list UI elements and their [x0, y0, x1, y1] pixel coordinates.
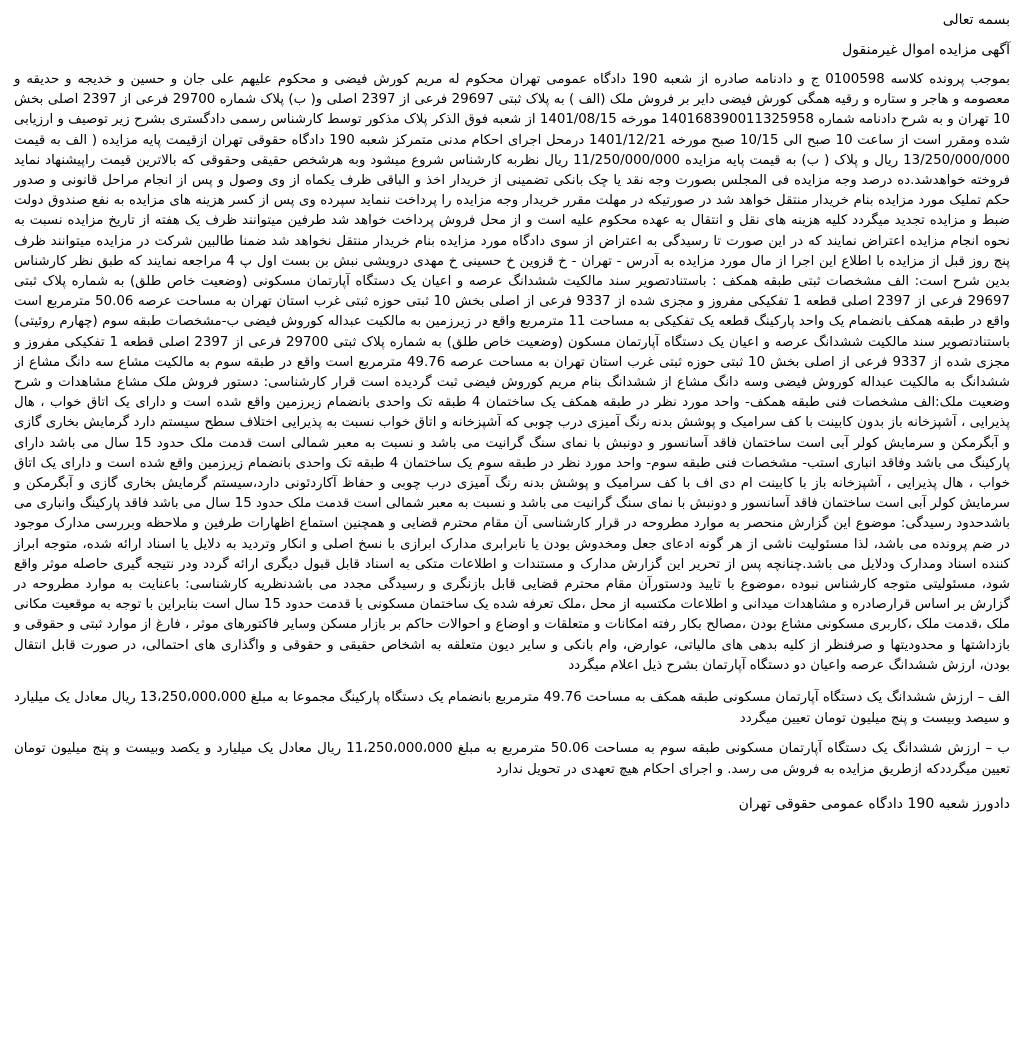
valuation-item-b: ب – ارزش ششدانگ یک دستگاه آپارتمان مسکونی طبقه سوم به مساحت 50.06 مترمربع به مبلغ 11،250،000،000 ریال معادل یک میلیارد و یکصد وبیست و پنج میلیون تومان تعیین میگرددکه ازطریق مزایده به فروش می رسد. و اجرای احکام هیچ تعهدی در تحویل ندارد [14, 741, 1010, 777]
valuation-item-a: الف – ارزش ششدانگ یک دستگاه آپارتمان مسکونی طبقه همکف به مساحت 49.76 مترمربع بانضمام یک دستگاه پارکینگ مجموعا به مبلغ 13،250،000،000 ریال معادل یک میلیارد و سیصد وبیست و پنج میلیون تومان تعیین میگردد [14, 690, 1011, 726]
signature-line: دادورز شعبه 190 دادگاه عمومی حقوقی تهران [738, 796, 1010, 813]
notice-body-paragraph: بموجب پرونده کلاسه 0100598 ج و دادنامه صادره از شعبه 190 دادگاه عمومی تهران محکوم له مریم کورش فیضی و محکوم علیهم علی جان و حسین و خدیجه و حدیقه و معصومه و هاجر و ستاره و رقیه همگی کورش فیضی دایر بر فروش ملک (الف ) به پلاک ثبتی 29697 فرعی از 2397 اصلی و( ب) پلاک شماره 29700 فرعی از 2397 اصلی بخش 10 تهران و به شرح دادنامه شماره 140168390011325958 مورخه 1401/08/15 از شعبه فوق الذکر پلاک مذکور توسط کارشناس رسمی دادگستری بشرح زیر توصیف و ارزیابی شده ومقرر است از ساعت 10 صبح الی 10/15 صبح مورخه 1401/12/21 درمحل اجرای احکام مدنی متمرکز شعبه 190 دادگاه حقوقی تهران ازقیمت پایه مزایده ( الف به قیمت 13/250/000/000 ریال و پلاک ( ب) به قیمت پایه مزایده 11/250/000/000 ریال نظربه کارشناس شروع میشود وبه هرشخص حقیقی وحقوقی که بالاترین قیمت راپیشنهاد نماید فروخته خواهدشد.ده درصد وجه مزایده فی المجلس بصورت وجه نقد یا چک بانکی تضمینی از خریدار اخذ و الباقی ظرف یکماه از وی وصول و پس از انجام مراحل قانونی و صدور حکم تملیک مورد مزایده بنام خریدار منتقل خواهد شد در صورتیکه در مهلت مقرر خریدار وجه مزایده را پرداخت ننماید سپرده وی پس از کسر هزینه های مزایده به نفع صندوق دولت ضبط و مزایده تجدید میگردد کلیه هزینه های نقل و انتقال به عهده محکوم علیه است و از محل فروش پرداخت خواهد شد طرفین میتوانند ظرف یک هفته از تاریخ مزایده نسبت به نحوه انجام مزایده اعتراض نمایند که در این صورت تا رسیدگی به اعتراض از سوی دادگاه مورد مزایده بنام خریدار منتقل نخواهد شد ضمنا طالبین شرکت در مزایده میتوانند ظرف پنج روز قبل از مزایده با اطلاع این اجرا از مال مورد مزایده به آدرس - تهران - خ قزوین خ حسینی خ مهدی درویشی نبش بن بست اول پ 4 مراجعه نمایند که طبق نظر کارشناس بدین شرح است: الف مشخصات ثبتی طبقه همکف : باستنادتصویر سند مالکیت ششدانگ عرصه و اعیان یک دستگاه آپارتمان مسکونی (وضعیت خاص طلق) به شماره پلاک ثبتی 29697 فرعی از 2397 اصلی قطعه 1 تفکیکی مفروز و مجزی شده از 9337 فرعی از اصلی بخش 10 ثبتی حوزه ثبتی غرب استان تهران به مساحت عرصه 50.06 مترمربع است واقع در طبقه همکف بانضمام یک واحد پارکینگ قطعه یک تفکیکی به مساحت 11 مترمربع واقع در زیرزمین به مالکیت عبداله کوروش فیضی ب-مشخصات طبقه سوم (چهارم روئیتی) باستنادتصویر سند مالکیت ششدانگ عرصه و اعیان یک دستگاه آپارتمان مسکون (وضعیت خاص طلق) به شماره پلاک ثبتی 29700 فرعی از 2397 اصلی قطعه 1 تفکیکی مفروز و مجزی شده از 9337 فرعی از اصلی بخش 10 ثبتی حوزه ثبتی غرب استان تهران به مساحت عرصه 49.76 مترمربع است واقع در طبقه سوم به مالکیت مشاع سه دانگ مشاع از ششدانگ به مالکیت عبداله کوروش فیضی وسه دانگ مشاع از ششدانگ بنام مریم کوروش فیضی ثبت گردیده است قرار کارشناسی: دستور فروش ملک مشاع مشاهدات و شرح وضعیت ملک:الف مشخصات فنی طبقه همکف- واحد مورد نظر در طبقه همکف یک ساختمان 4 طبقه تک واحدی بانضمام زیرزمین واقع شده است و دارای یک اتاق خواب ، هال پذیرایی ، آشپزخانه باز بدون کابینت با کف سرامیک و پوشش بدنه رنگ آمیزی درب چوبی که آشپزخانه و اتاق خواب نسبت به پذیرایی اختلاف سطح سیستم دارد گرمایش بخاری گازی و آبگرمکن و سرمایش کولر آبی است ساختمان فاقد آسانسور و دونبش با نمای سنگ گرانیت می باشد و نسبت به معبر شمالی است قدمت ملک حدود 15 سال می باشد دارای پارکینگ می باشد وفاقد انباری استب- مشخصات فنی طبقه سوم- واحد مورد نظر در طبقه سوم یک ساختمان 4 طبقه تک واحدی بانضمام زیرزمین واقع شده است و دارای یک اتاق خواب ، هال پذیرایی ، آشپزخانه باز با کابینت ام دی اف با کف سرامیک و پوشش بدنه رنگ آمیزی درب چوبی و حفاظ آکاردئونی دارد،سیستم گرمایش بخاری گازی و آبگرمکن و سرمایش کولر آبی است ساختمان فاقد آسانسور و دونبش با نمای سنگ گرانیت می باشد و نسبت به معبر شمالی است قدمت ملک حدود 15 سال می باشد فاقد پارکینگ وانباری می باشدحدود رسیدگی: موضوع این گزارش منحصر به موارد مطروحه در قرار کارشناسی آن مقام محترم قضایی و همچنین استماع اظهارات طرفین و ملاحظه وبررسی مدارک موجود در ضم پرونده می باشد، لذا مسئولیت ناشی از هر گونه ادعای جعل ومخدوش بودن یا نابرابری مدارک ابرازی با نسخ اصلی و انکار وتردید به دلایل یا اسناد ارائه شده، متوجه ابراز کننده اسناد ومدارک ودلایل می باشد.چنانچه پس از تحریر این گزارش مدارک و مستندات و اطلاعات متکی به اسناد قابل قبول دیگری ارائه گردد ودر نتیجه گیری حاصله موثر واقع شود، مسئولیتی متوجه کارشناس نبوده ،موضوع با تایید ودستورآن مقام محترم قضایی قابل بازنگری و رسیدگی مجدد می باشدنظریه کارشناسی: باعنایت به موارد مطروحه در گزارش بر اساس قرارصادره و مشاهدات میدانی و اطلاعات مکتسبه از محل ،ملک تعرفه شده یک ساختمان مسکونی با قدمت حدود 15 سال است بنابراین با توجه به موقعیت مکانی ملک ،قدمت ملک ،کاربری مسکونی مشاع بودن ،مصالح بکار رفته امکانات و متعلقات و اوضاع و احوالات حاکم بر بازار مسکن وسایر فاکتورهای موثر ، فارغ از موارد ثبتی و حقوقی و بازداشتها و محدودیتها و صرفنظر از کلیه بدهی های مالیاتی، عوارض، وام بانکی و سایر دیون متعلقه به اشخاص حقیقی و حقوقی و واگذاری های احتمالی، در صورت قابل انتقال بودن، ارزش ششدانگ عرصه واعیان دو دستگاه آپارتمان بشرح ذیل اعلام میگردد [14, 72, 1011, 673]
notice-title: آگهی مزایده اموال غیرمنقول [842, 42, 1010, 58]
basmala-heading: بسمه تعالی [942, 12, 1010, 28]
